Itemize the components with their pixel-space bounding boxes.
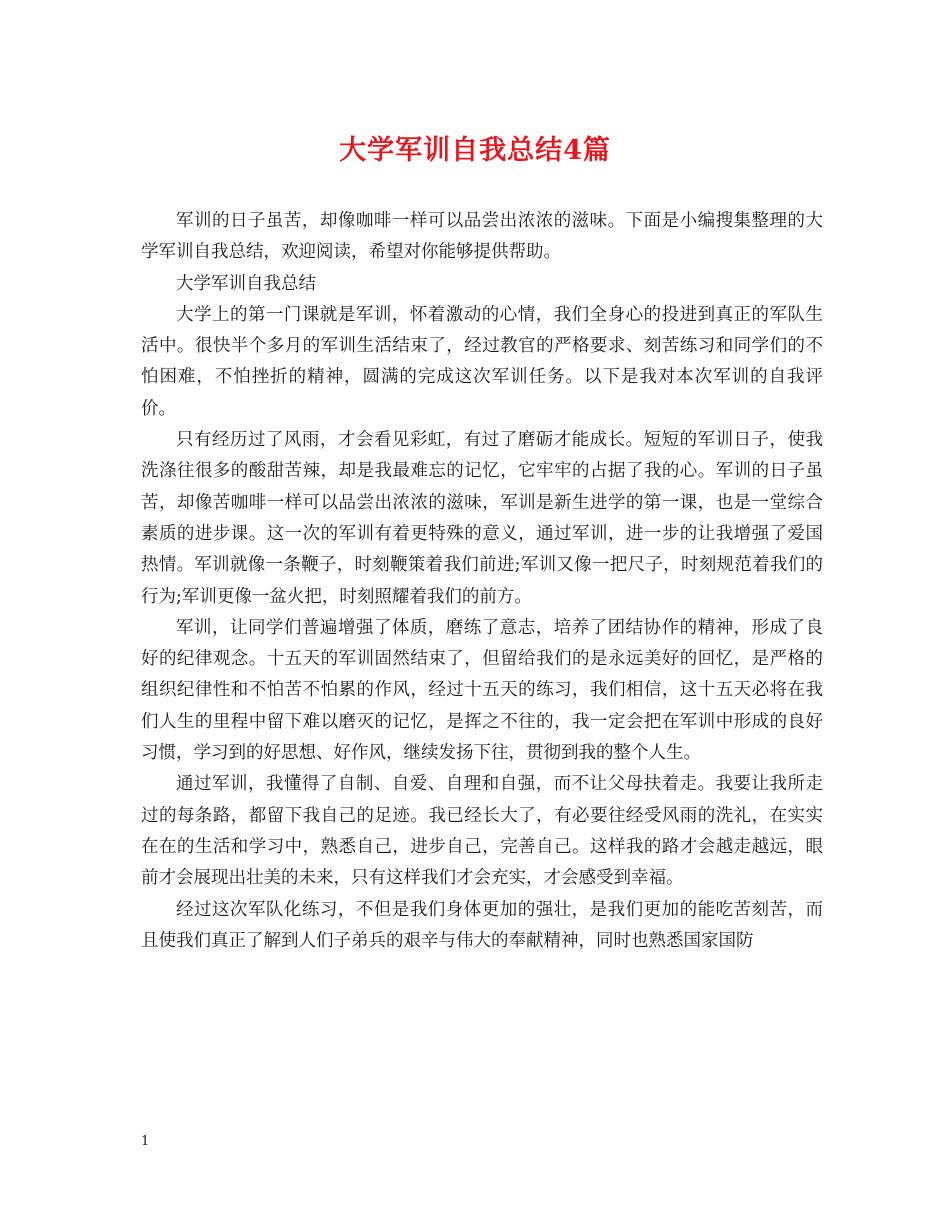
document-body [141, 206, 823, 957]
paragraph-intro: 军训的日子虽苦，却像咖啡一样可以品尝出浓浓的滋味。下面是小编搜集整理的大学军训自我总结，欢迎阅读，希望对你能够提供帮助。 [141, 211, 823, 263]
paragraph: 只有经历过了风雨，才会看见彩虹，有过了磨砺才能成长。短短的军训日子，使我洗涤往很多的酸甜苦辣，却是我最难忘的记忆，它牢牢的占据了我的心。军训的日子虽苦，却像苦咖啡一样可以品尝出浓浓的滋味，军训是新生进学的第一课，也是一堂综合素质的进步课。这一次的军训有着更特殊的意义，通过军训，进一步的让我增强了爱国热情。军训就像一条鞭子，时刻鞭策着我们前进;军训又像一把尺子，时刻规范着我们的行为;军训更像一盆火把，时刻照耀着我们的前方。 [141, 430, 823, 607]
document-title: 大学军训自我总结4篇 [339, 135, 611, 166]
paragraph: 经过这次军队化练习，不但是我们身体更加的强壮，是我们更加的能吃苦刻苦，而且使我们真正了解到人们子弟兵的艰辛与伟大的奉献精神，同时也熟悉国家国防 [141, 899, 823, 951]
page-number: 1 [141, 1134, 150, 1149]
paragraph: 大学上的第一门课就是军训，怀着激动的心情，我们全身心的投进到真正的军队生活中。很快半个多月的军训生活结束了，经过教官的严格要求、刻苦练习和同学们的不怕困难，不怕挫折的精神，圆满的完成这次军训任务。以下是我对本次军训的自我评价。 [141, 304, 823, 419]
paragraph: 军训，让同学们普遍增强了体质，磨练了意志，培养了团结协作的精神，形成了良好的纪律观念。十五天的军训固然结束了，但留给我们的是永远美好的回忆，是严格的组织纪律性和不怕苦不怕累的作风，经过十五天的练习，我们相信，这十五天必将在我们人生的里程中留下难以磨灭的记忆，是挥之不往的，我一定会把在军训中形成的良好习惯，学习到的好思想、好作风，继续发扬下往，贯彻到我的整个人生。 [141, 617, 823, 764]
paragraph: 通过军训，我懂得了自制、自爱、自理和自强，而不让父母扶着走。我要让我所走过的每条路，都留下我自己的足迹。我已经长大了，有必要往经受风雨的洗礼，在实实在在的生活和学习中，熟悉自己，进步自己，完善自己。这样我的路才会越走越远，眼前才会展现出壮美的未来，只有这样我们才会充实，才会感受到幸福。 [141, 774, 823, 889]
section-heading: 大学军训自我总结 [176, 273, 316, 294]
